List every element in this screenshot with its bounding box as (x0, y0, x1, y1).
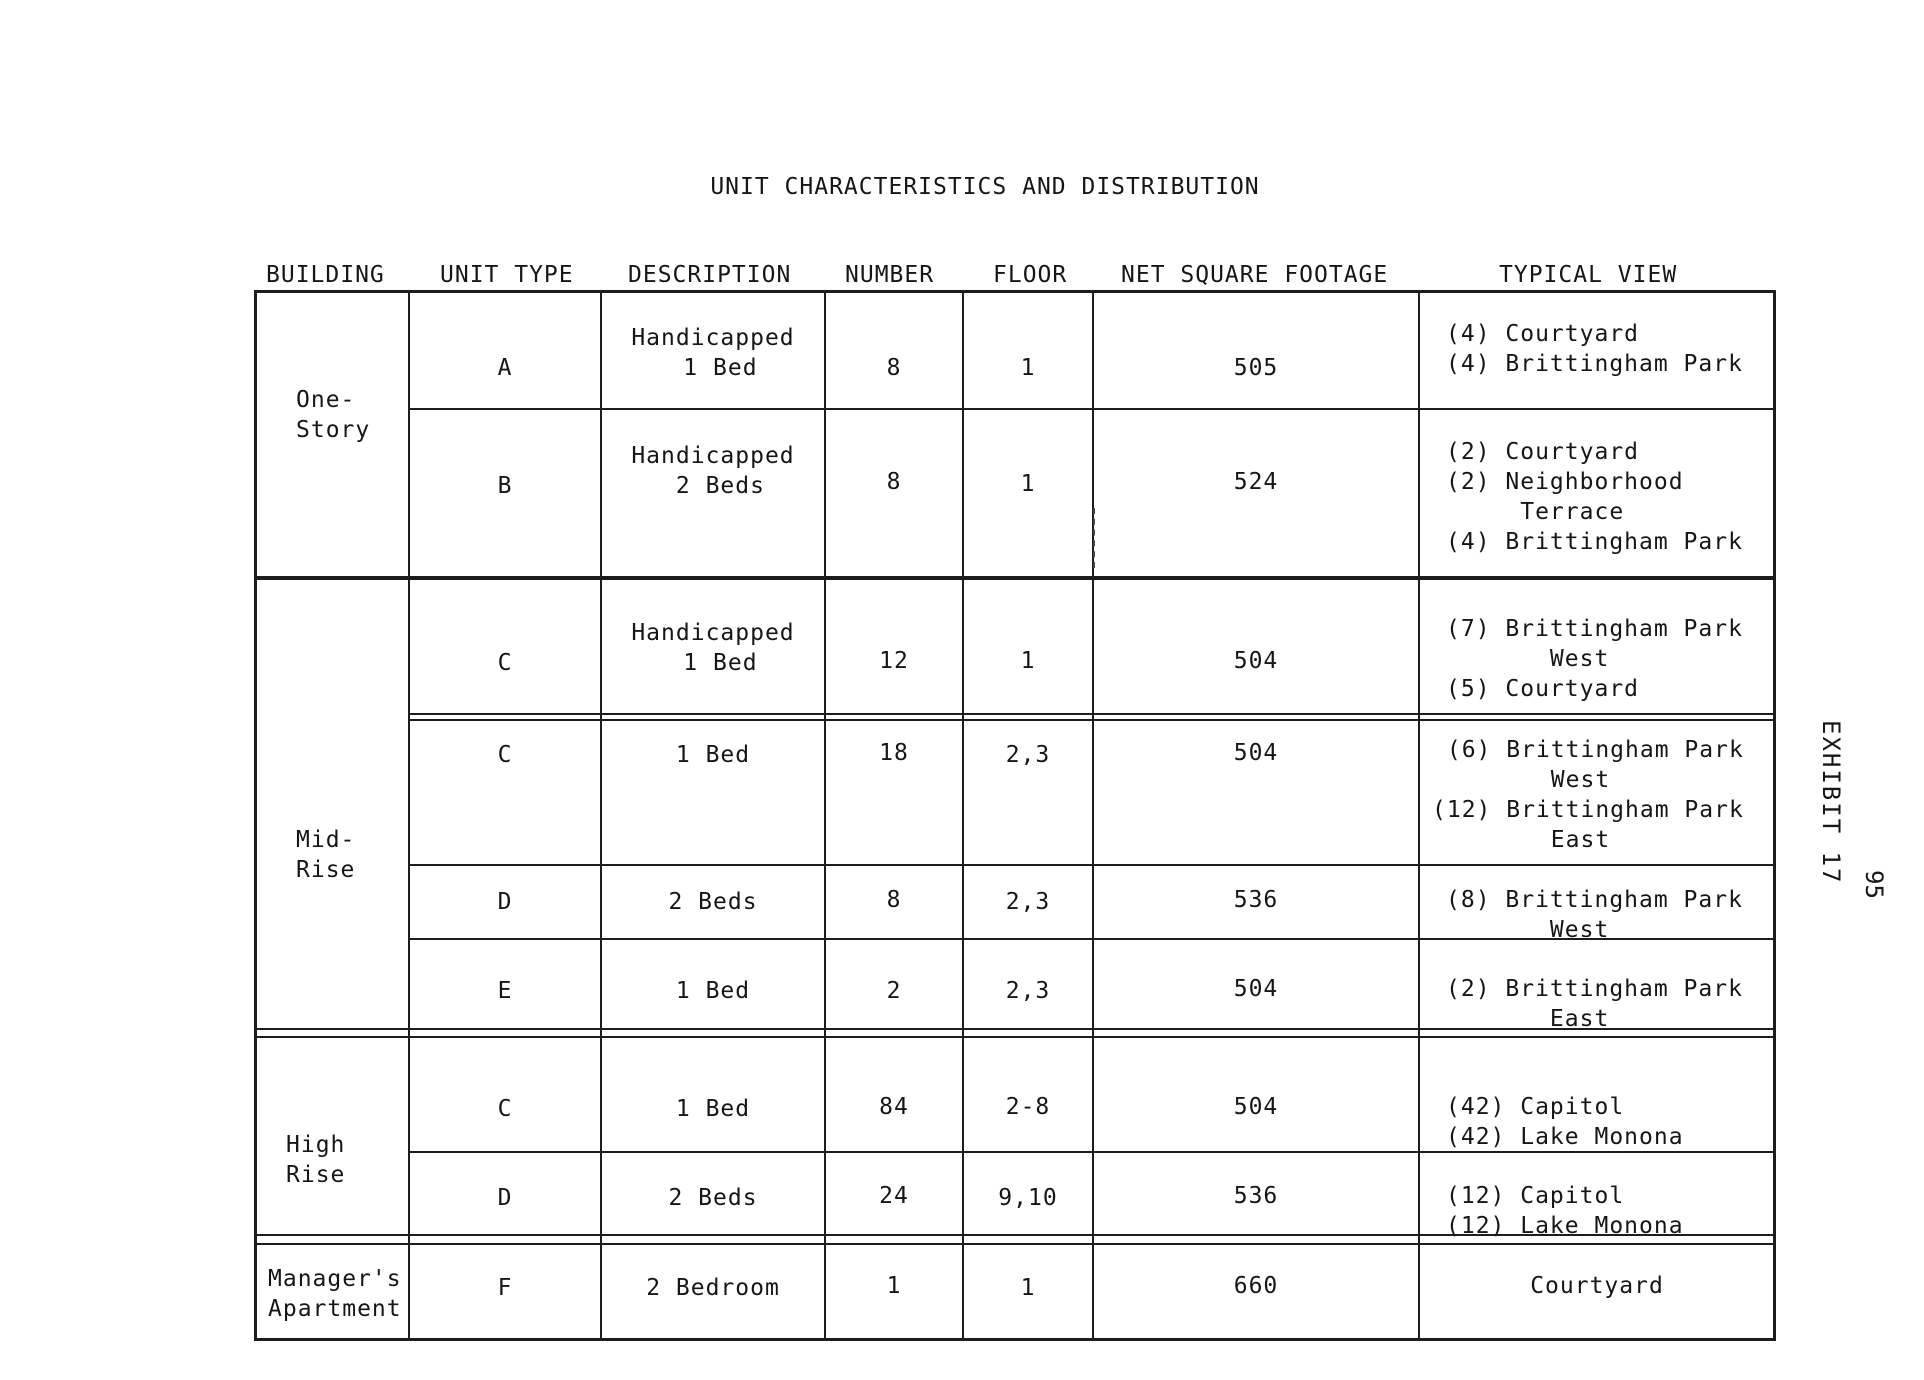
page-number: 95 (1860, 870, 1888, 899)
dashed-mark (1093, 508, 1095, 568)
header-building: BUILDING (266, 262, 385, 288)
group-divider (254, 1243, 1776, 1245)
view-cell: (2) Brittingham Park East (1446, 976, 1743, 1032)
description-cell: Handicapped 2 Beds (631, 443, 795, 499)
header-typical-view: TYPICAL VIEW (1499, 262, 1678, 288)
unit-type-cell: B (497, 473, 513, 499)
nsf-cell: 524 (1233, 469, 1279, 495)
group-divider (254, 1036, 1776, 1038)
document-title: UNIT CHARACTERISTICS AND DISTRIBUTION (710, 174, 1260, 200)
floor-cell: 1 (1020, 355, 1036, 381)
number-cell: 24 (879, 1183, 909, 1209)
view-cell: (7) Brittingham Park West (5) Courtyard (1446, 616, 1743, 702)
view-cell: (12) Capitol (12) Lake Monona (1446, 1183, 1684, 1239)
row-divider (408, 713, 1776, 715)
floor-cell: 2,3 (1005, 742, 1051, 768)
number-cell: 8 (886, 355, 902, 381)
unit-type-cell: C (497, 650, 513, 676)
unit-type-cell: A (497, 355, 513, 381)
number-cell: 1 (886, 1273, 902, 1299)
nsf-cell: 504 (1233, 740, 1279, 766)
unit-type-cell: D (497, 889, 513, 915)
floor-cell: 2,3 (1005, 978, 1051, 1004)
view-cell: (8) Brittingham Park West (1446, 887, 1743, 943)
description-cell: 1 Bed (675, 1096, 751, 1122)
header-unit-type: UNIT TYPE (440, 262, 574, 288)
unit-type-cell: E (497, 978, 513, 1004)
nsf-cell: 504 (1233, 976, 1279, 1002)
floor-cell: 1 (1020, 471, 1036, 497)
building-label: Mid- Rise (296, 827, 356, 883)
number-cell: 84 (879, 1094, 909, 1120)
nsf-cell: 505 (1233, 355, 1279, 381)
nsf-cell: 536 (1233, 1183, 1279, 1209)
building-label: High Rise (286, 1132, 346, 1188)
building-label: Manager's Apartment (268, 1266, 402, 1322)
view-cell: Courtyard (1530, 1273, 1664, 1299)
number-cell: 18 (879, 740, 909, 766)
nsf-cell: 536 (1233, 887, 1279, 913)
description-cell: 2 Beds (668, 889, 758, 915)
floor-cell: 1 (1020, 648, 1036, 674)
group-divider (254, 576, 1776, 580)
number-cell: 8 (886, 469, 902, 495)
unit-type-cell: C (497, 1096, 513, 1122)
floor-cell: 2-8 (1005, 1094, 1051, 1120)
header-description: DESCRIPTION (628, 262, 792, 288)
description-cell: 2 Beds (668, 1185, 758, 1211)
description-cell: 1 Bed (675, 742, 751, 768)
row-divider (408, 408, 1776, 410)
exhibit-label: EXHIBIT 17 (1817, 720, 1845, 885)
header-net-square-footage: NET SQUARE FOOTAGE (1121, 262, 1389, 288)
floor-cell: 1 (1020, 1275, 1036, 1301)
unit-type-cell: C (497, 742, 513, 768)
nsf-cell: 504 (1233, 1094, 1279, 1120)
row-divider (408, 864, 1776, 866)
view-cell: (42) Capitol (42) Lake Monona (1446, 1094, 1684, 1150)
view-cell: (2) Courtyard (2) Neighborhood Terrace (4) Brittingham Park (1446, 439, 1743, 555)
number-cell: 12 (879, 648, 909, 674)
floor-cell: 9,10 (998, 1185, 1058, 1211)
building-label: One- Story (296, 387, 371, 443)
description-cell: 2 Bedroom (646, 1275, 780, 1301)
view-cell: (6) Brittingham Park West (12) Brittingham Park East (1432, 737, 1744, 853)
number-cell: 2 (886, 978, 902, 1004)
unit-type-cell: D (497, 1185, 513, 1211)
description-cell: 1 Bed (675, 978, 751, 1004)
header-number: NUMBER (845, 262, 935, 288)
unit-type-cell: F (497, 1275, 513, 1301)
floor-cell: 2,3 (1005, 889, 1051, 915)
nsf-cell: 504 (1233, 648, 1279, 674)
nsf-cell: 660 (1233, 1273, 1279, 1299)
description-cell: Handicapped 1 Bed (631, 325, 795, 381)
number-cell: 8 (886, 887, 902, 913)
view-cell: (4) Courtyard (4) Brittingham Park (1446, 321, 1743, 377)
header-floor: FLOOR (993, 262, 1068, 288)
row-divider (408, 719, 1776, 721)
description-cell: Handicapped 1 Bed (631, 620, 795, 676)
